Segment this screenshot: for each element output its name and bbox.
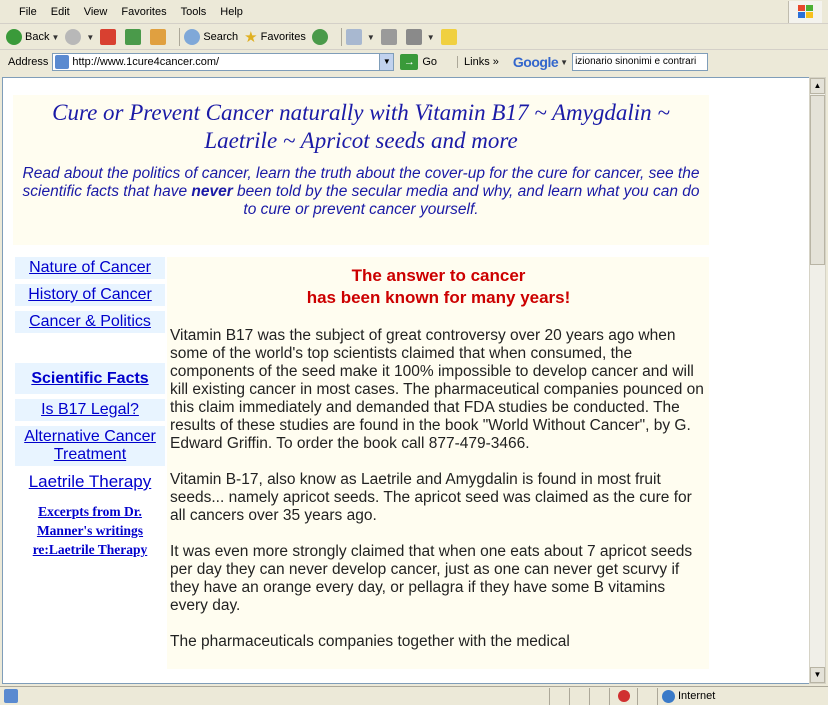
menu-help[interactable]: Help	[220, 5, 243, 18]
nav-is-b17-legal[interactable]: Is B17 Legal?	[15, 399, 165, 421]
edit-button[interactable]	[406, 26, 435, 48]
globe-icon	[662, 690, 675, 703]
notes-button[interactable]	[441, 26, 460, 48]
scroll-thumb[interactable]	[810, 95, 825, 265]
nav-cancer-and-politics[interactable]: Cancer & Politics	[15, 311, 165, 333]
nav-history-of-cancer[interactable]: History of Cancer	[15, 284, 165, 306]
links-label: Links	[464, 56, 490, 68]
toolbar	[0, 25, 828, 50]
status-cell	[589, 688, 609, 705]
links-toolbar[interactable]	[457, 56, 499, 68]
chevron-down-icon[interactable]: ▼	[379, 54, 393, 70]
status-cell	[549, 688, 569, 705]
mail-button[interactable]	[346, 26, 375, 48]
page-status-icon	[4, 689, 18, 703]
stop-icon	[100, 29, 116, 45]
nav-manner-excerpts[interactable]: Excerpts from Dr. Manner's writings re:Laetrile Therapy	[32, 504, 148, 557]
toolbar-divider	[179, 28, 180, 46]
chevron-down-icon[interactable]: ▼	[86, 32, 95, 42]
toolbar-divider	[341, 28, 342, 46]
double-chevron-icon: »	[492, 56, 499, 68]
notes-icon	[441, 29, 457, 45]
star-icon: ★	[244, 29, 258, 46]
back-arrow-icon	[6, 29, 22, 45]
favorites-button[interactable]	[244, 26, 306, 48]
status-cell	[637, 688, 657, 705]
refresh-icon	[125, 29, 141, 45]
refresh-button[interactable]	[125, 26, 144, 48]
go-arrow-icon: →	[400, 54, 418, 70]
scroll-up-icon[interactable]: ▲	[810, 78, 825, 94]
windows-logo-icon	[788, 1, 822, 23]
printer-icon	[381, 29, 397, 45]
go-button[interactable]	[400, 54, 437, 70]
back-button[interactable]	[6, 26, 59, 48]
google-query: izionario sinonimi e contrari	[575, 56, 697, 67]
paragraph: Vitamin B17 was the subject of great controversy over 20 years ago when some of the world's top scientists claimed that when consumed, the components of the seed make it 100% impossible to develop cancer and will kill existing cancer in most cases. The pharmaceutical companies pounced on this claim immediately and demanded that FDA studies be conducted. The results of these studies are found in the book "World Without Cancer", by G. Edward Griffin. To order the book call 877-479-3466.	[170, 327, 704, 452]
zone-label: Internet	[678, 690, 716, 702]
vertical-scrollbar[interactable]	[809, 77, 826, 684]
go-label: Go	[422, 56, 438, 68]
menu-file[interactable]: File	[19, 5, 37, 18]
home-button[interactable]	[150, 26, 169, 48]
menu-tools[interactable]: Tools	[180, 5, 207, 18]
home-icon	[150, 29, 166, 45]
history-button[interactable]	[312, 26, 331, 48]
page-title: Cure or Prevent Cancer naturally with Vitamin B17 ~ Amygdalin ~ Laetrile ~ Apricot seeds and more	[52, 100, 670, 153]
search-icon	[184, 29, 200, 45]
menu-edit[interactable]: Edit	[50, 5, 70, 18]
paragraph: Vitamin B-17, also know as Laetrile and Amygdalin is found in most fruit seeds... namely apricot seeds. The apricot seed was claimed as the cure for all cancers over 35 years ago.	[170, 471, 692, 524]
page-intro: Read about the politics of cancer, learn the truth about the cover-up for the cure for cancer, see the scientific facts that have never been told by the secular media and why, and learn what you can do to cure or prevent cancer yourself.	[22, 165, 700, 218]
web-page	[13, 95, 709, 669]
google-search-input[interactable]	[572, 53, 708, 71]
page-header	[13, 95, 709, 245]
address-url: http://www.1cure4cancer.com/	[72, 56, 220, 68]
chevron-down-icon[interactable]: ▼	[366, 32, 375, 42]
status-bar	[0, 686, 828, 705]
browser-content	[2, 77, 810, 684]
menu-favorites[interactable]: Favorites	[121, 5, 167, 18]
nav-alternative-cancer-treatment[interactable]: Alternative Cancer Treatment	[15, 426, 165, 466]
status-cell	[569, 688, 589, 705]
headline: The answer to cancer has been known for many years!	[306, 266, 571, 307]
scroll-down-icon[interactable]: ▼	[810, 667, 825, 683]
menu-bar	[0, 0, 828, 24]
edit-icon	[406, 29, 422, 45]
menu-view[interactable]: View	[83, 5, 108, 18]
favorites-label: Favorites	[260, 31, 306, 43]
mail-icon	[346, 29, 362, 45]
nav-laetrile-therapy[interactable]: Laetrile Therapy	[28, 472, 152, 491]
nav-nature-of-cancer[interactable]: Nature of Cancer	[15, 257, 165, 279]
paragraph: It was even more strongly claimed that when one eats about 7 apricot seeds per day they can never develop cancer, just as one can never get scurvy if they have an orange every day, or pellagra if they have some B vitamins every day.	[170, 543, 693, 614]
address-input[interactable]	[52, 53, 394, 71]
sidebar-nav	[15, 257, 165, 669]
search-button[interactable]	[184, 26, 238, 48]
forward-arrow-icon	[65, 29, 81, 45]
page-icon	[55, 55, 69, 69]
forward-button[interactable]	[65, 26, 94, 48]
history-icon	[312, 29, 328, 45]
address-label: Address	[8, 56, 49, 68]
chevron-down-icon[interactable]: ▼	[51, 32, 60, 42]
nav-scientific-facts[interactable]: Scientific Facts	[15, 363, 165, 394]
popup-blocker-icon[interactable]	[609, 688, 637, 705]
print-button[interactable]	[381, 26, 400, 48]
google-logo: Google	[512, 54, 559, 70]
chevron-down-icon[interactable]: ▼	[426, 32, 435, 42]
address-bar	[0, 51, 828, 73]
main-content	[167, 257, 709, 669]
security-zone	[657, 688, 797, 705]
page-body	[13, 257, 709, 669]
back-label: Back	[25, 31, 50, 43]
search-label: Search	[203, 31, 239, 43]
chevron-down-icon[interactable]: ▼	[560, 57, 569, 67]
intro-emphasis: never	[191, 183, 233, 200]
stop-button[interactable]	[100, 26, 119, 48]
paragraph: The pharmaceuticals companies together with the medical	[170, 633, 570, 650]
